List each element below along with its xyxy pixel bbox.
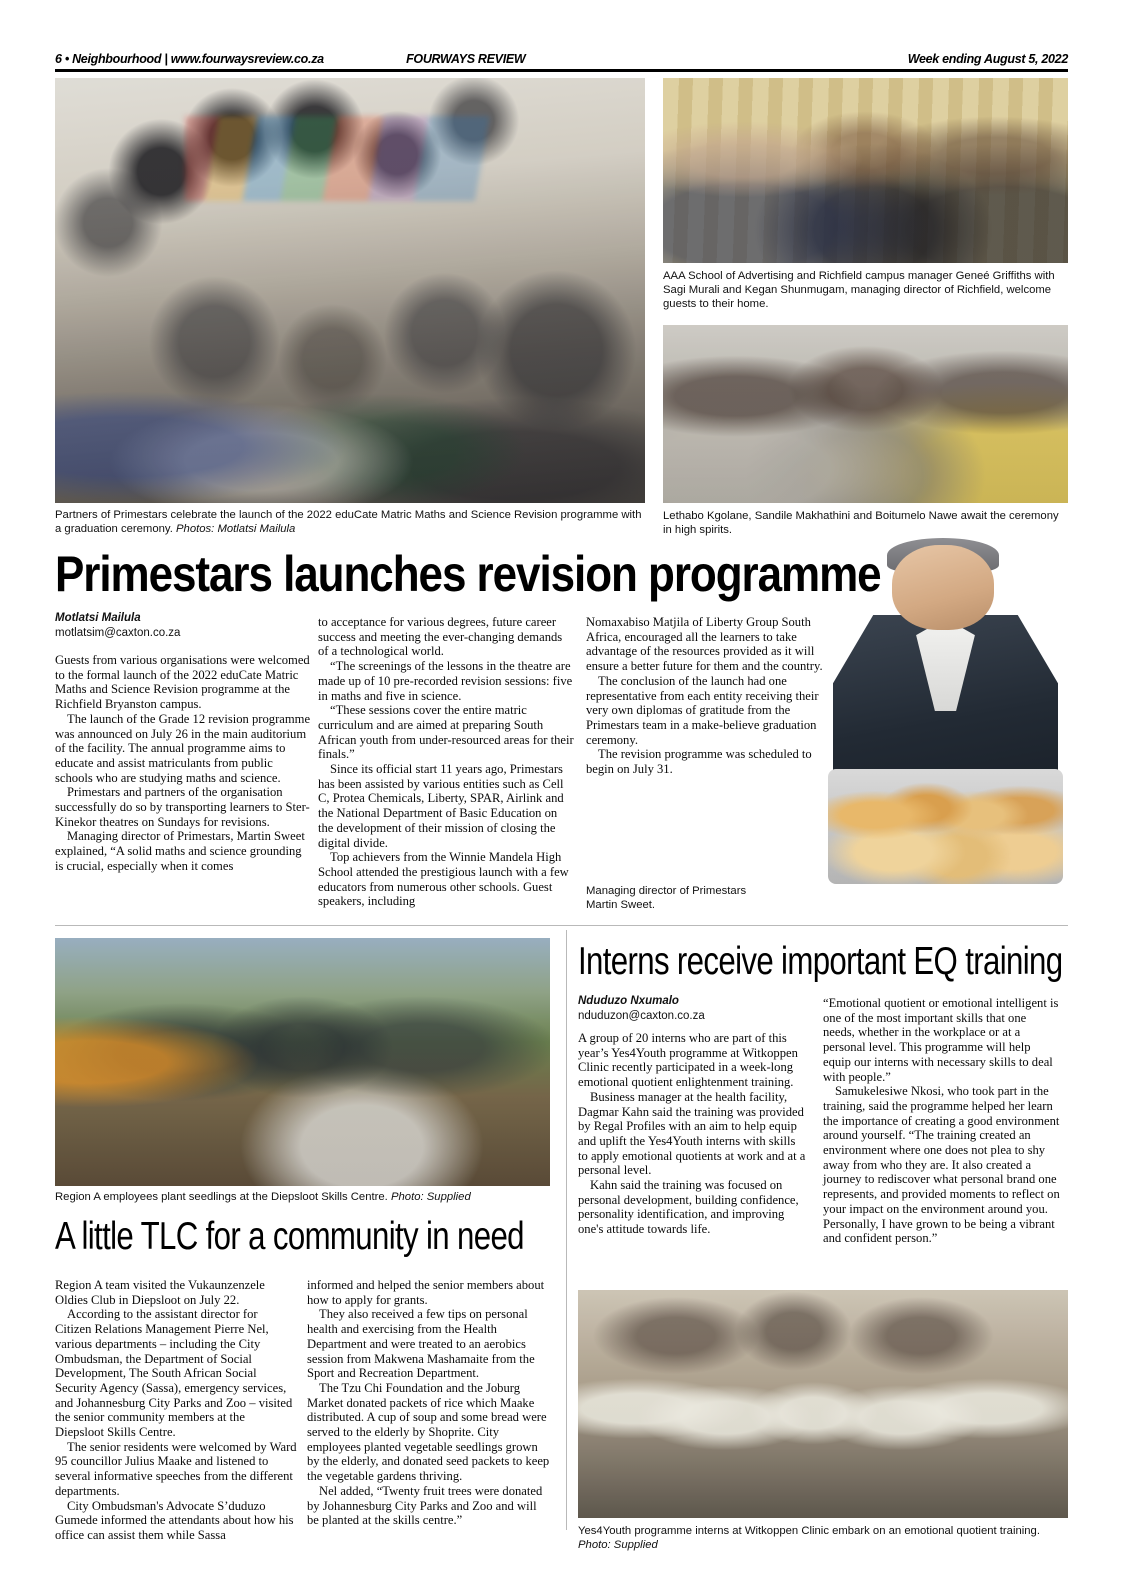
paragraph: Business manager at the health facility, Dagmar Kahn said the training was provided by Regal Profiles with an aim to help equip and uplift the Yes4Youth interns with skills to apply emotional quotients at work and at a personal level. bbox=[578, 1089, 806, 1178]
byline-author-email: nduduzon@caxton.co.za bbox=[578, 1009, 705, 1022]
tlc-column-1 bbox=[55, 1278, 297, 1543]
paragraph: “The screenings of the lessons in the theatre are made up of 10 pre-recorded revision sessions: five in maths and five in science. bbox=[318, 659, 573, 703]
paragraph: They also received a few tips on personal health and exercising from the Health Department and were treated to an aerobics session from Makwena Mashamaite from the Sport and Recreation Department. bbox=[307, 1307, 535, 1381]
photo-seedling-planting bbox=[55, 938, 550, 1186]
caption-ceremony-attendees: Lethabo Kgolane, Sandile Makhathini and Boitumelo Nawe await the ceremony in high spirits. bbox=[663, 510, 1059, 536]
section-divider-vertical bbox=[566, 930, 567, 1530]
paragraph: Managing director of Primestars, Martin Sweet explained, “A solid maths and science grounding is crucial, especially when it comes bbox=[55, 829, 305, 873]
tlc-column-2 bbox=[307, 1278, 551, 1528]
paragraph: Samukelesiwe Nkosi, who took part in the training, said the programme helped her learn the importance of creating a good environment around yourself. “The training created an environment where one does not plea to shy away from who they are. It also created a journey to rediscover what personal brand one represents, and provided moments to reflect on your impact on the environment around you. Personally, I have grown to be being a vibrant and confident person.” bbox=[823, 1084, 1060, 1246]
headline-eq-training: Interns receive important EQ training bbox=[578, 940, 1063, 983]
photo-sweet-face bbox=[892, 545, 995, 630]
paragraph: Top achievers from the Winnie Mandela High School attended the prestigious launch with a few educators from numerous other schools. Guest speakers, including bbox=[318, 850, 569, 909]
caption-graduation-text: Partners of Primestars celebrate the launch of the 2022 eduCate Matric Maths and Science Revision programme with a graduation ceremony. bbox=[55, 509, 642, 535]
masthead-divider bbox=[55, 69, 1068, 72]
caption-graduation bbox=[55, 508, 647, 536]
photo-student-uniforms bbox=[55, 316, 645, 503]
masthead-left-text: 6 • Neighbourhood | www.fourwaysreview.co.za bbox=[55, 52, 324, 66]
primestars-column-3 bbox=[586, 615, 833, 777]
byline-author-email: motlatsim@caxton.co.za bbox=[55, 626, 181, 639]
eq-training-column-2 bbox=[823, 996, 1061, 1246]
paragraph: The senior residents were welcomed by Ward 95 councillor Julius Maake and listened to several informative speeches from the different departments. bbox=[55, 1439, 297, 1498]
byline-author-name: Motlatsi Mailula bbox=[55, 612, 141, 624]
paragraph: “These sessions cover the entire matric curriculum and are aimed at preparing South African youth from under-resourced areas for their finals.” bbox=[318, 703, 574, 762]
byline-author-name: Nduduzo Nxumalo bbox=[578, 995, 679, 1007]
caption-certificates-text: Yes4Youth programme interns at Witkoppen Clinic embark on an emotional quotient training. bbox=[578, 1525, 1040, 1537]
paragraph: to acceptance for various degrees, future career success and meeting the ever-changing demands of a technological world. bbox=[318, 615, 563, 659]
caption-martin-sweet: Managing director of Primestars Martin Sweet. bbox=[586, 885, 747, 911]
paragraph: Kahn said the training was focused on personal development, building confidence, personality identification, and improving one's attitude towards life. bbox=[578, 1178, 799, 1237]
photo-graduation-celebration bbox=[55, 78, 645, 503]
caption-certificates bbox=[578, 1524, 1058, 1552]
primestars-column-1 bbox=[55, 653, 311, 874]
paragraph: According to the assistant director for Citizen Relations Management Pierre Nel, various departments – including the City Ombudsman, the Department of Social Development, The South African Social Security Agency (Sassa), emergency services, and Johannesburg City Parks and Zoo – visited the senior community members at the Diepsloot Skills Centre. bbox=[55, 1307, 293, 1440]
paragraph: A group of 20 interns who are part of this year’s Yes4Youth programme at Witkoppen Clinic recently participated in a week-long emotional quotient enlightenment training. bbox=[578, 1031, 798, 1090]
masthead-issue-date: Week ending August 5, 2022 bbox=[907, 52, 1068, 66]
paragraph: “Emotional quotient or emotional intelligent is one of the most important skills that one needs, whether in the workplace or at a personal level. This programme will help equip our interns with necessary skills to deal with people.” bbox=[823, 996, 1059, 1084]
primestars-column-2 bbox=[318, 615, 574, 909]
byline-nduduzo-nxumalo bbox=[578, 994, 808, 1023]
caption-graduation-credit: Photos: Motlatsi Mailula bbox=[176, 523, 296, 535]
paragraph: The launch of the Grade 12 revision programme was announced on July 26 in the main auditorium of the facility. The annual programme aims to educate and assist matriculants from public schools who are studying maths and science. bbox=[55, 711, 311, 785]
paragraph: City Ombudsman's Advocate S’duduzo Gumede informed the attendants about how his office can assist them while Sassa bbox=[55, 1498, 294, 1542]
masthead-publication-title: FOURWAYS REVIEW bbox=[406, 52, 526, 66]
eq-training-column-1 bbox=[578, 1031, 808, 1237]
photo-educate-banner bbox=[185, 116, 551, 201]
paragraph: informed and helped the senior members about how to apply for grants. bbox=[307, 1278, 545, 1307]
paragraph: The conclusion of the launch had one representative from each entity receiving their very own diplomas of gratitude from the Primestars team in a make-believe graduation ceremony. bbox=[586, 673, 819, 747]
headline-tlc-community: A little TLC for a community in need bbox=[55, 1215, 524, 1258]
paragraph: The Tzu Chi Foundation and the Joburg Market donated packets of rice which Maake distributed. A cup of soup and some bread were served to the elderly by Shoprite. City employees planted vegetable seedlings grown by the elderly, and donated seed packets to keep the vegetable gardens thriving. bbox=[307, 1380, 550, 1484]
paragraph: The revision programme was scheduled to begin on July 31. bbox=[586, 747, 812, 777]
caption-seedlings-credit: Photo: Supplied bbox=[390, 1191, 471, 1203]
paragraph: Nomaxabiso Matjila of Liberty Group South Africa, encouraged all the learners to take advantage of the resources provided as it will ensure a better future for them and the country. bbox=[586, 615, 823, 674]
paragraph: Primestars and partners of the organisation successfully do so by transporting learners to Ster-Kinekor theatres on Sundays for revisions. bbox=[55, 785, 310, 829]
paragraph: Since its official start 11 years ago, Primestars has been assisted by various entities such as Cell C, Protea Chemicals, Liberty, SPAR, Airlink and the National Department of Basic Education on the development of their mission of closing the digital divide. bbox=[318, 762, 564, 850]
photo-interns-certificates bbox=[578, 1290, 1068, 1518]
caption-aaa-school: AAA School of Advertising and Richfield campus manager Geneé Griffiths with Sagi Murali and Kegan Shunmugam, managing director of Richfield, welcome guests to their home. bbox=[663, 270, 1055, 310]
caption-seedlings bbox=[55, 1190, 555, 1204]
caption-seedlings-text: Region A employees plant seedlings at the Diepsloot Skills Centre. bbox=[55, 1191, 391, 1203]
masthead bbox=[55, 42, 1068, 66]
photo-sweet-pastry-tray bbox=[828, 769, 1063, 885]
photo-ceremony-attendees bbox=[663, 325, 1068, 503]
caption-certificates-credit: Photo: Supplied bbox=[578, 1539, 658, 1551]
paragraph: Nel added, “Twenty fruit trees were donated by Johannesburg City Parks and Zoo and will be planted at the skills centre.” bbox=[307, 1483, 543, 1528]
photo-aaa-school-guests bbox=[663, 78, 1068, 263]
paragraph: Guests from various organisations were welcomed to the formal launch of the 2022 eduCate Matric Maths and Science Revision programme at the Richfield Bryanston campus. bbox=[55, 653, 310, 712]
section-divider-horizontal bbox=[55, 925, 1068, 926]
paragraph: Region A team visited the Vukaunzenzele Oldies Club in Diepsloot on July 22. bbox=[55, 1278, 265, 1307]
byline-motlatsi-mailula bbox=[55, 611, 315, 640]
headline-primestars: Primestars launches revision programme bbox=[55, 546, 881, 602]
